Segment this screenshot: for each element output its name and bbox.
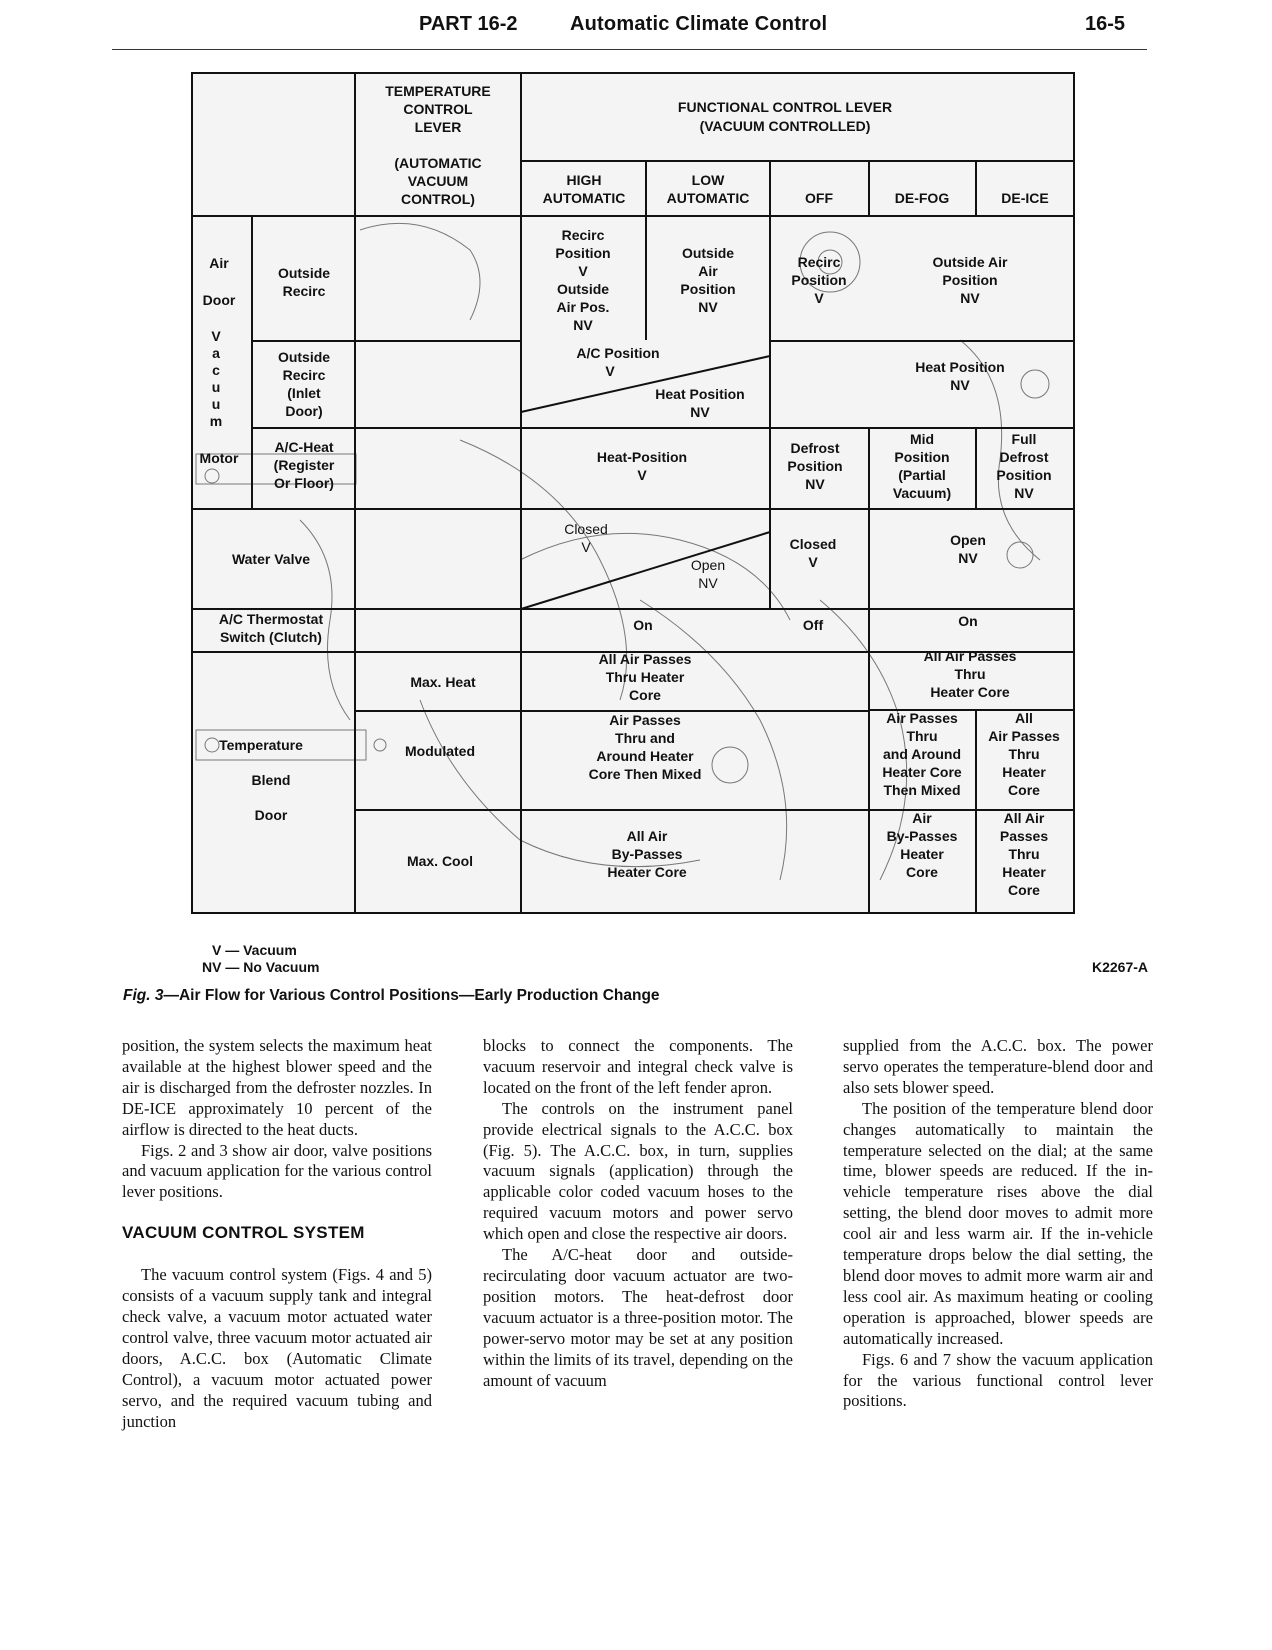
air-bypass-defog-cell: Air By-Passes Heater Core: [886, 810, 958, 880]
all-air-thru-deice-cool-cell: All Air Passes Thru Heater Core: [999, 810, 1049, 898]
off-header: OFF: [805, 190, 833, 206]
col3-paragraph-1: supplied from the A.C.C. box. The power servo operates the temperature-blend door and also sets blower speed.: [843, 1036, 1153, 1097]
section-title: Automatic Climate Control: [570, 13, 828, 35]
col2-paragraph-1: blocks to connect the components. The vacuum reservoir and integral check valve is located on the front of the left fender apron.: [483, 1036, 793, 1097]
section-heading: VACUUM CONTROL SYSTEM: [122, 1223, 365, 1243]
all-air-thru-heater-cell: All Air Passes Thru Heater Core: [598, 651, 692, 703]
defrost-position-cell: Defrost Position NV: [787, 440, 843, 492]
ac-position-cell: A/C Position V: [576, 345, 660, 379]
modulated-label: Modulated: [405, 743, 475, 759]
heat-position-v-cell: Heat-Position V: [596, 449, 688, 483]
col3-paragraph-3: Figs. 6 and 7 show the vacuum application for the various functional control lever positions.: [843, 1349, 1153, 1411]
temp-control-header: TEMPERATURE CONTROL LEVER (AUTOMATIC VACUUM CONTROL): [385, 83, 491, 207]
heat-position-right-cell: Heat Position NV: [915, 359, 1005, 393]
thermostat-off-cell: Off: [802, 617, 824, 633]
recirc-position-cell: Recirc Position V Outside Air Pos. NV: [555, 227, 611, 333]
mid-position-cell: Mid Position (Partial Vacuum): [892, 431, 952, 501]
heat-position-nv-cell: Heat Position NV: [655, 386, 745, 420]
all-air-thru-deice-cell: All Air Passes Thru Heater Core: [988, 710, 1060, 798]
water-valve-label: Water Valve: [231, 551, 311, 567]
ac-thermostat-label: A/C Thermostat Switch (Clutch): [218, 611, 324, 645]
column-3: [843, 1036, 1153, 1412]
thermostat-on-cell: On: [633, 617, 653, 633]
temperature-blend-door-label: Temperature Blend Door: [219, 737, 303, 823]
column-1: [122, 1036, 432, 1432]
water-open-right-cell: Open NV: [950, 532, 986, 566]
all-air-thru-heater-right-cell: All Air Passes Thru Heater Core: [923, 648, 1017, 700]
thermostat-on-right-cell: On: [958, 613, 978, 629]
col1-paragraph-2: Figs. 2 and 3 show air door, valve positions and vacuum application for the various control lever positions.: [122, 1140, 432, 1202]
outside-air-position-defrost-cell: Outside Air Position NV: [932, 254, 1008, 306]
max-cool-label: Max. Cool: [406, 853, 474, 869]
col1-paragraph-3: The vacuum control system (Figs. 4 and 5) consists of a vacuum supply tank and integral check valve, a vacuum motor actuated water control valve, three vacuum motor actuated air doors, A.C.C. box (Automatic Climate Control), a vacuum motor actuated power servo, and the required vacuum tubing and junction: [122, 1265, 432, 1431]
figure-code: K2267-A: [1091, 959, 1148, 975]
col2-paragraph-3: The A/C-heat door and outside-recirculating door vacuum actuator are two-position motors. The heat-defrost door vacuum actuator is a three-position motor. The power-servo motor may be set at any position within the limits of its travel, depending on the amount of vacuum: [483, 1245, 793, 1390]
recirc-position-off-cell: Recirc Position V: [791, 254, 847, 306]
air-thru-around-defog-cell: Air Passes Thru and Around Heater Core Then Mixed: [882, 710, 962, 798]
col3-paragraph-2: The position of the temperature blend door changes automatically to maintain the temperature selected on the dial; at the same time, blower speeds are reduced. If the in-vehicle temperature rises above the dial setting, the blend door moves to admit more cool air and less warm air. If the in-vehicle temperature drops below the dial setting, the blend door moves to admit more warm air and less cool air. As maximum heating or cooling operation is approached, blower speeds are automatically increased.: [843, 1098, 1153, 1348]
legend-vacuum: V — Vacuum: [212, 942, 297, 958]
ac-heat-label: A/C-Heat (Register Or Floor): [273, 439, 335, 491]
low-automatic-header: LOW AUTOMATIC: [666, 172, 750, 206]
outside-air-position-cell: Outside Air Position NV: [680, 245, 736, 315]
part-label: PART 16-2: [419, 13, 518, 35]
air-door-vacuum-motor-label: Air Door V a c u u m Motor: [199, 255, 239, 466]
legend-no-vacuum: NV — No Vacuum: [202, 959, 320, 975]
page-number: 16-5: [1085, 13, 1126, 35]
figure-caption-text: —Air Flow for Various Control Positions—Early Production Change: [163, 987, 660, 1004]
column-2: [483, 1036, 793, 1391]
max-heat-label: Max. Heat: [410, 674, 476, 690]
col1-paragraph-1: position, the system selects the maximum heat available at the highest blower speed and the air is discharged from the defroster nozzles. In DE-ICE approximately 10 percent of the airflow is directed to the heat ducts.: [122, 1036, 432, 1139]
full-defrost-cell: Full Defrost Position NV: [996, 431, 1052, 501]
functional-lever-header: FUNCTIONAL CONTROL LEVER (VACUUM CONTROLLED): [677, 99, 893, 134]
water-closed-v-cell: Closed V: [564, 521, 608, 555]
outside-recirc-label: Outside Recirc: [277, 265, 331, 299]
water-closed-off-cell: Closed V: [789, 536, 837, 570]
air-thru-around-cell: Air Passes Thru and Around Heater Core Then Mixed: [588, 712, 702, 782]
figure-caption: [123, 987, 660, 1005]
figure-number: Fig. 3: [123, 987, 164, 1004]
col2-paragraph-2: The controls on the instrument panel provide electrical signals to the A.C.C. box (Fig. 5). The A.C.C. box, in turn, supplies vacuum signals (application) through the applicable color coded vacuum hoses to the required vacuum motors and power servo which open and close the respective air doors.: [483, 1098, 793, 1244]
deice-header: DE-ICE: [1001, 190, 1049, 206]
high-automatic-header: HIGH AUTOMATIC: [542, 172, 626, 206]
outside-recirc-inlet-label: Outside Recirc (Inlet Door): [277, 349, 331, 419]
all-air-bypass-cell: All Air By-Passes Heater Core: [607, 828, 687, 880]
defog-header: DE-FOG: [894, 190, 950, 206]
water-open-nv-cell: Open NV: [690, 557, 726, 591]
